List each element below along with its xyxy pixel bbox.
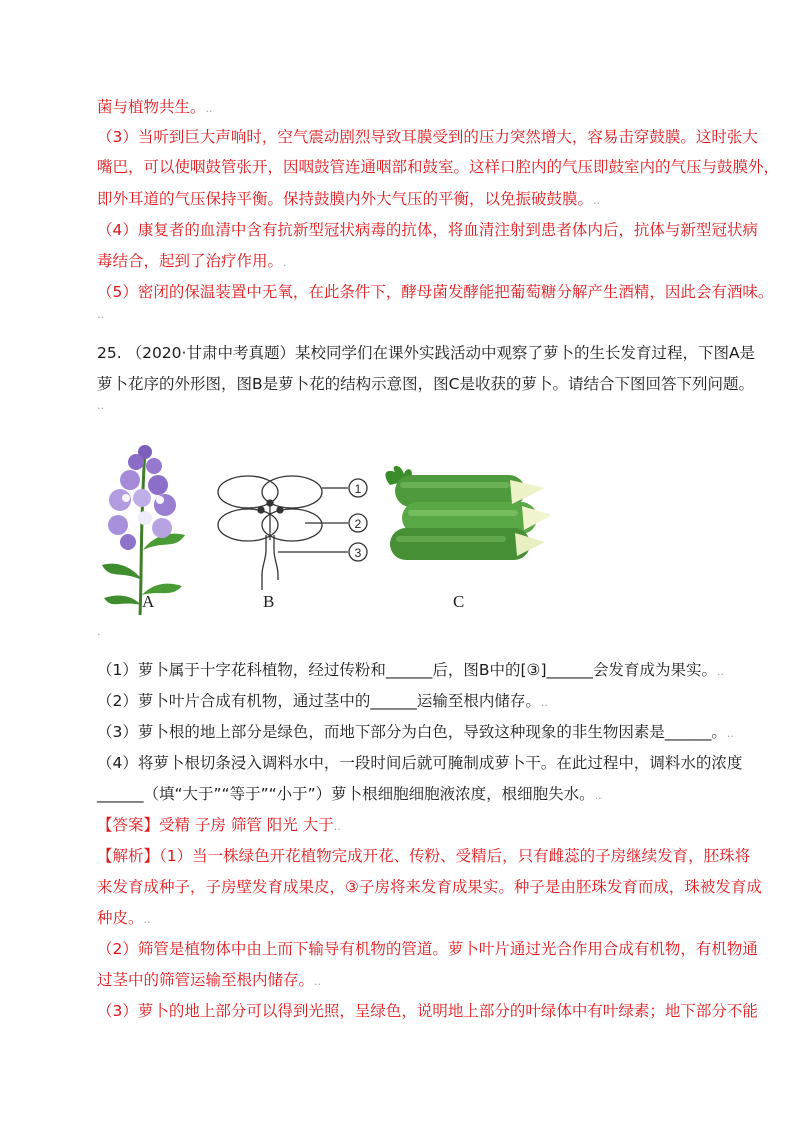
analysis-line: 【解析】（1）当一株绿色开花植物完成开花、传粉、受精后，只有雌蕊的子房继续发育，胚珠将 xyxy=(97,847,751,865)
text-line: .. xyxy=(97,399,104,412)
text-line: （3）当听到巨大声响时，空气震动剧烈导致耳膜受到的压力突然增大，容易击穿鼓膜。这时张大 xyxy=(97,128,758,146)
text-line: （5）密闭的保温装置中无氧，在此条件下，酵母菌发酵能把葡萄糖分解产生酒精，因此会有酒味。 xyxy=(97,283,774,301)
text-line: 嘴巴，可以使咽鼓管张开，因咽鼓管连通咽部和鼓室。这样口腔内的气压即鼓室内的气压与鼓膜外， xyxy=(97,158,780,176)
sub-question-2: （2）萝卜叶片合成有机物，通过茎中的______运输至根内储存。.. xyxy=(97,692,548,710)
radish-figure xyxy=(90,430,550,630)
inflorescence-illustration xyxy=(102,445,185,615)
text-line: 毒结合，起到了治疗作用。. xyxy=(97,252,287,270)
callout-3: 3 xyxy=(354,546,362,560)
text-line: .. xyxy=(97,308,104,321)
callout-1: 1 xyxy=(354,482,362,496)
figure xyxy=(90,430,550,630)
answer-line: 【答案】受精 子房 筛管 阳光 大于.. xyxy=(97,816,341,834)
callout-2: 2 xyxy=(354,517,362,531)
figure-label-b: B xyxy=(263,592,275,611)
text-line: （2）筛管是植物体中由上而下输导有机物的管道。萝卜叶片通过光合作用合成有机物，有机物通 xyxy=(97,940,758,958)
question-header: 25. （2020·甘肃中考真题）某校同学们在课外实践活动中观察了萝卜的生长发育过程，下图A是 xyxy=(97,344,756,362)
text-line: ______（填“大于”“等于”“小于”）萝卜根细胞细胞液浓度，根细胞失水。.. xyxy=(97,785,602,803)
sub-question-4: （4）将萝卜根切条浸入调料水中，一段时间后就可腌制成萝卜干。在此过程中，调料水的浓度 xyxy=(97,754,743,772)
text-line: 萝卜花序的外形图，图B是萝卜花的结构示意图，图C是收获的萝卜。请结合下图回答下列问题。 xyxy=(97,375,754,393)
flower-structure-diagram xyxy=(218,476,367,590)
text-line: 菌与植物共生。.. xyxy=(97,98,213,116)
text-line: 种皮。.. xyxy=(97,909,151,927)
text-line: （3）萝卜的地上部分可以得到光照，呈绿色，说明地上部分的叶绿体中有叶绿素；地下部分不能 xyxy=(97,1002,758,1020)
radish-illustration xyxy=(385,466,550,560)
text-line: . xyxy=(97,625,101,638)
figure-label-c: C xyxy=(453,592,465,611)
sub-question-1: （1）萝卜属于十字花科植物，经过传粉和______后，图B中的[③]______会发育成为果实。.. xyxy=(97,661,724,679)
text-line: 来发育成种子，子房壁发育成果皮，③子房将来发育成果实。种子是由胚珠发育而成，珠被发育成 xyxy=(97,878,762,896)
figure-label-a: A xyxy=(142,592,155,611)
sub-question-3: （3）萝卜根的地上部分是绿色，而地下部分为白色，导致这种现象的非生物因素是______。.. xyxy=(97,723,734,741)
text-line: （4）康复者的血清中含有抗新型冠状病毒的抗体，将血清注射到患者体内后，抗体与新型冠状病 xyxy=(97,221,758,239)
text-line: 过茎中的筛管运输至根内储存。.. xyxy=(97,971,322,989)
text-line: 即外耳道的气压保持平衡。保持鼓膜内外大气压的平衡，以免振破鼓膜。.. xyxy=(97,190,601,208)
